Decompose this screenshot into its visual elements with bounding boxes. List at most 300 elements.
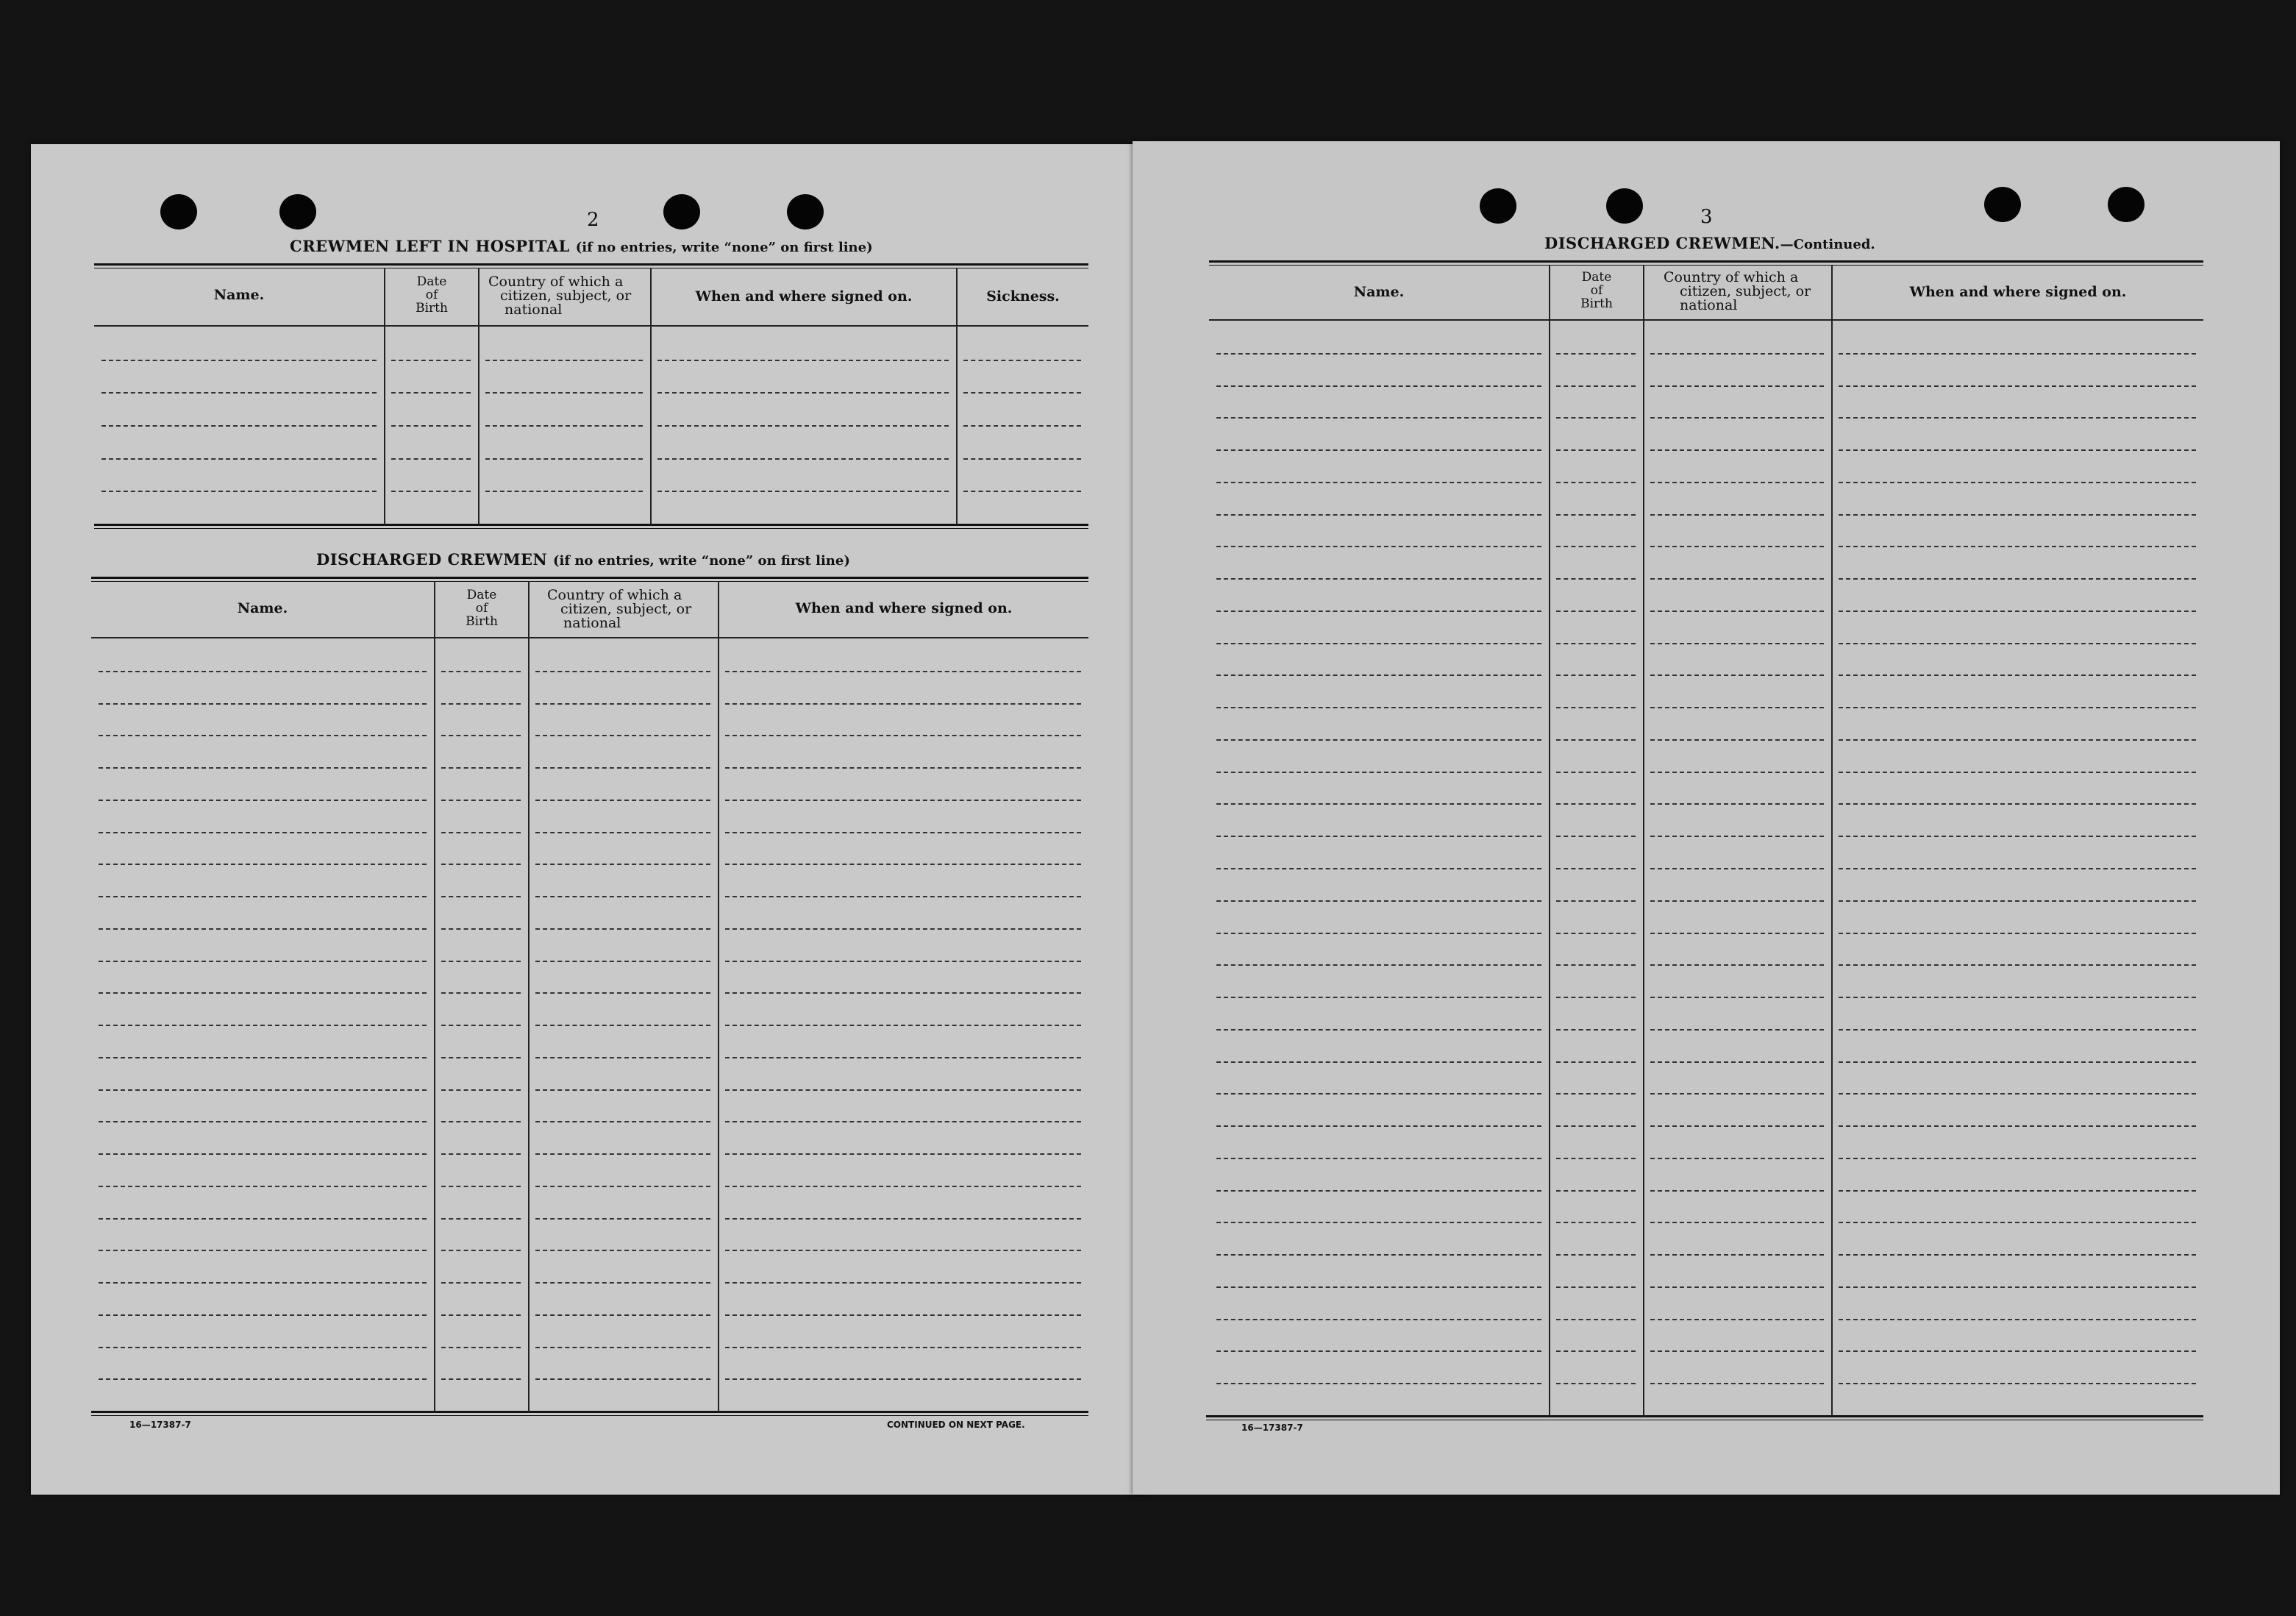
entry-line (391, 360, 471, 361)
dob-line: of (1590, 283, 1603, 298)
country-line: citizen, subject, or (500, 288, 632, 304)
entry-line (1216, 546, 1541, 547)
entry-line (725, 1057, 1081, 1058)
entry-line (441, 1186, 521, 1187)
entry-line (1839, 1158, 2196, 1159)
entry-line (1650, 997, 1824, 998)
entry-line (1216, 1158, 1541, 1159)
entry-line (1839, 836, 2196, 837)
entry-line (1650, 739, 1824, 741)
entry-line (725, 896, 1081, 897)
hospital-bottom-rule (94, 524, 1088, 526)
entry-line (485, 360, 643, 361)
continued-note: CONTINUED ON NEXT PAGE. (887, 1420, 1025, 1430)
entry-line (1556, 1158, 1636, 1159)
entry-line (441, 928, 521, 930)
entry-line (535, 1121, 710, 1122)
entry-line (657, 458, 949, 460)
entry-line (1216, 385, 1541, 387)
entry-line (535, 800, 710, 801)
entry-line (1650, 1029, 1824, 1031)
entry-line (1650, 772, 1824, 773)
entry-line (1839, 964, 2196, 966)
entry-line (725, 703, 1081, 705)
entry-line (1556, 803, 1636, 805)
entry-line (1216, 1254, 1541, 1256)
entry-line (725, 832, 1081, 833)
entry-line (441, 1347, 521, 1348)
entry-line (725, 1089, 1081, 1091)
entry-line (1216, 803, 1541, 805)
col-header-country (488, 275, 650, 317)
entry-line (441, 1250, 521, 1251)
entry-line (99, 767, 427, 769)
entry-line (1650, 674, 1824, 676)
entry-line (725, 767, 1081, 769)
entry-line (725, 1282, 1081, 1284)
entry-line (99, 800, 427, 801)
entry-line (1650, 836, 1824, 837)
entry-line (485, 491, 643, 492)
discharged-cont-bottom-rule (1206, 1415, 2203, 1417)
dob-line: Birth (1580, 296, 1613, 311)
entry-line (1556, 900, 1636, 902)
entry-line (725, 1250, 1081, 1251)
entry-line (1839, 707, 2196, 708)
entry-line (1556, 514, 1636, 516)
entry-line (441, 1089, 521, 1091)
entry-line (1216, 353, 1541, 355)
discharged-cont-header-rule (1209, 319, 2203, 321)
entry-line (535, 1153, 710, 1155)
country-line: citizen, subject, or (560, 601, 692, 617)
entry-line (1556, 449, 1636, 451)
entry-line (485, 458, 643, 460)
discharged-subtitle-text: (if no entries, write “none” on first line) (552, 553, 850, 569)
entry-line (963, 392, 1081, 394)
entry-line (99, 1250, 427, 1251)
entry-line (657, 425, 949, 427)
entry-line (535, 864, 710, 865)
entry-line (99, 703, 427, 705)
punch-hole (279, 194, 316, 229)
col-divider (1831, 265, 1833, 1417)
entry-line (99, 1025, 427, 1026)
entry-line (1650, 482, 1824, 483)
entry-line (1650, 1093, 1824, 1094)
discharged-top-rule (91, 577, 1088, 579)
entry-line (1216, 997, 1541, 998)
punch-hole (1984, 187, 2021, 222)
entry-line (1839, 482, 2196, 483)
entry-line (441, 767, 521, 769)
entry-line (1650, 1350, 1824, 1352)
entry-line (1556, 643, 1636, 644)
col-header-sickness: Sickness. (986, 288, 1060, 305)
form-number: 16—17387-7 (129, 1420, 191, 1430)
entry-line (1216, 1350, 1541, 1352)
entry-line (1839, 1222, 2196, 1223)
col-divider (956, 268, 958, 525)
entry-line (1216, 739, 1541, 741)
entry-line (1216, 1125, 1541, 1127)
entry-line (1216, 964, 1541, 966)
discharged-cont-section-title (1544, 234, 1875, 252)
entry-line (99, 1057, 427, 1058)
entry-line (441, 1378, 521, 1380)
entry-line (99, 1314, 427, 1316)
entry-line (1556, 578, 1636, 580)
entry-line (1216, 1190, 1541, 1192)
entry-line (1650, 1190, 1824, 1192)
entry-line (101, 425, 377, 427)
punch-hole (2108, 187, 2145, 222)
col-header-dob (385, 275, 478, 315)
entry-line (725, 1121, 1081, 1122)
entry-line (1556, 1190, 1636, 1192)
entry-line (725, 1153, 1081, 1155)
entry-line (1556, 1286, 1636, 1288)
entry-line (1556, 933, 1636, 934)
right-page (1133, 141, 2280, 1495)
entry-line (535, 896, 710, 897)
entry-line (441, 864, 521, 865)
entry-line (441, 1121, 521, 1122)
col-header-dob (435, 588, 528, 628)
entry-line (1839, 803, 2196, 805)
entry-line (101, 491, 377, 492)
dob-line: Date (466, 588, 497, 602)
entry-line (725, 1314, 1081, 1316)
entry-line (1839, 385, 2196, 387)
entry-line (657, 360, 949, 361)
entry-line (1216, 643, 1541, 644)
discharged-cont-title-text: DISCHARGED CREWMEN. (1544, 234, 1780, 252)
entry-line (535, 1057, 710, 1058)
entry-line (1216, 578, 1541, 580)
entry-line (1216, 514, 1541, 516)
entry-line (1650, 1222, 1824, 1223)
country-line: Country of which a (488, 274, 624, 290)
dob-line: Birth (416, 301, 448, 316)
entry-line (535, 1089, 710, 1091)
entry-line (1650, 868, 1824, 869)
entry-line (1556, 353, 1636, 355)
entry-line (725, 1025, 1081, 1026)
entry-line (1556, 964, 1636, 966)
dob-line: of (425, 288, 438, 302)
entry-line (1650, 385, 1824, 387)
entry-line (535, 928, 710, 930)
entry-line (441, 1218, 521, 1220)
entry-line (963, 360, 1081, 361)
entry-line (441, 1153, 521, 1155)
entry-line (657, 392, 949, 394)
col-divider (434, 581, 435, 1412)
col-header-name: Name. (213, 287, 265, 303)
col-divider (528, 581, 530, 1412)
entry-line (1839, 1319, 2196, 1320)
entry-line (1839, 868, 2196, 869)
country-line: Country of which a (1664, 269, 1799, 285)
country-line: citizen, subject, or (1680, 283, 1811, 299)
entry-line (535, 1025, 710, 1026)
entry-line (535, 1314, 710, 1316)
entry-line (1650, 611, 1824, 612)
discharged-cont-top-rule (1209, 260, 2203, 263)
hospital-subtitle-text: (if no entries, write “none” on first line) (575, 240, 873, 255)
entry-line (1839, 1093, 2196, 1094)
entry-line (1650, 417, 1824, 419)
form-number: 16—17387-7 (1241, 1423, 1303, 1433)
punch-hole (787, 194, 824, 229)
entry-line (99, 864, 427, 865)
entry-line (535, 832, 710, 833)
entry-line (1839, 546, 2196, 547)
dob-line: Date (1581, 270, 1612, 285)
entry-line (99, 928, 427, 930)
discharged-cont-subtitle-text: —Continued. (1780, 237, 1875, 252)
entry-line (99, 1378, 427, 1380)
entry-line (1839, 449, 2196, 451)
entry-line (1839, 643, 2196, 644)
entry-line (1216, 772, 1541, 773)
entry-line (725, 1347, 1081, 1348)
entry-line (391, 425, 471, 427)
entry-line (1839, 1383, 2196, 1384)
hospital-title-text: CREWMEN LEFT IN HOSPITAL (290, 237, 570, 255)
entry-line (657, 491, 949, 492)
entry-line (1650, 449, 1824, 451)
entry-line (1216, 707, 1541, 708)
col-divider (718, 581, 719, 1412)
entry-line (99, 1218, 427, 1220)
col-header-country (547, 588, 718, 630)
col-divider (1643, 265, 1644, 1417)
entry-line (485, 392, 643, 394)
entry-line (1839, 1286, 2196, 1288)
entry-line (535, 1347, 710, 1348)
entry-line (101, 392, 377, 394)
entry-line (535, 735, 710, 736)
entry-line (1216, 1286, 1541, 1288)
entry-line (1216, 933, 1541, 934)
discharged-header-rule (91, 637, 1088, 638)
entry-line (963, 425, 1081, 427)
entry-line (535, 767, 710, 769)
col-header-signed: When and where signed on. (1909, 284, 2127, 300)
discharged-bottom-rule (91, 1411, 1088, 1413)
entry-line (1556, 417, 1636, 419)
entry-line (1216, 1029, 1541, 1031)
punch-hole (160, 194, 197, 229)
entry-line (1650, 514, 1824, 516)
entry-line (725, 928, 1081, 930)
entry-line (441, 703, 521, 705)
entry-line (391, 458, 471, 460)
entry-line (963, 491, 1081, 492)
punch-hole (1480, 188, 1516, 224)
entry-line (1556, 1061, 1636, 1063)
col-header-dob (1550, 271, 1643, 310)
entry-line (1650, 900, 1824, 902)
entry-line (1556, 836, 1636, 837)
entry-line (1556, 739, 1636, 741)
entry-line (1556, 674, 1636, 676)
entry-line (441, 1314, 521, 1316)
entry-line (1650, 1125, 1824, 1127)
country-line: national (505, 302, 563, 318)
entry-line (1839, 933, 2196, 934)
entry-line (485, 425, 643, 427)
entry-line (1216, 1319, 1541, 1320)
entry-line (1650, 1383, 1824, 1384)
entry-line (1216, 1061, 1541, 1063)
entry-line (535, 703, 710, 705)
entry-line (725, 992, 1081, 994)
entry-line (1556, 772, 1636, 773)
entry-line (725, 671, 1081, 672)
entry-line (391, 392, 471, 394)
entry-line (535, 671, 710, 672)
left-page (31, 144, 1149, 1495)
entry-line (1839, 900, 2196, 902)
entry-line (1216, 674, 1541, 676)
entry-line (1556, 611, 1636, 612)
entry-line (1216, 611, 1541, 612)
entry-line (1556, 997, 1636, 998)
entry-line (1216, 868, 1541, 869)
entry-line (1216, 449, 1541, 451)
entry-line (1556, 1383, 1636, 1384)
page-number: 2 (587, 209, 599, 231)
entry-line (1556, 1125, 1636, 1127)
entry-line (1216, 900, 1541, 902)
entry-line (1650, 964, 1824, 966)
entry-line (1650, 546, 1824, 547)
punch-hole (663, 194, 700, 229)
entry-line (1216, 836, 1541, 837)
entry-line (441, 671, 521, 672)
col-header-name: Name. (237, 600, 288, 616)
entry-line (99, 735, 427, 736)
entry-line (99, 896, 427, 897)
entry-line (441, 832, 521, 833)
entry-line (1839, 739, 2196, 741)
col-header-country (1664, 271, 1831, 313)
entry-line (1839, 578, 2196, 580)
entry-line (101, 360, 377, 361)
entry-line (99, 961, 427, 962)
entry-line (725, 1218, 1081, 1220)
entry-line (1839, 1254, 2196, 1256)
entry-line (441, 896, 521, 897)
entry-line (1839, 1029, 2196, 1031)
entry-line (1839, 514, 2196, 516)
entry-line (1839, 353, 2196, 355)
entry-line (1650, 933, 1824, 934)
entry-line (1650, 643, 1824, 644)
country-line: national (1680, 297, 1738, 313)
country-line: national (563, 615, 621, 631)
entry-line (1839, 1125, 2196, 1127)
col-divider (478, 268, 479, 525)
entry-line (963, 458, 1081, 460)
entry-line (1216, 1093, 1541, 1094)
entry-line (441, 992, 521, 994)
entry-line (441, 961, 521, 962)
entry-line (1216, 1383, 1541, 1384)
hospital-top-rule (94, 263, 1088, 266)
entry-line (1650, 1319, 1824, 1320)
entry-line (99, 1186, 427, 1187)
col-divider (1549, 265, 1550, 1417)
entry-line (1839, 611, 2196, 612)
entry-line (535, 992, 710, 994)
entry-line (101, 458, 377, 460)
entry-line (1839, 674, 2196, 676)
entry-line (99, 1089, 427, 1091)
entry-line (99, 1121, 427, 1122)
discharged-title-text: DISCHARGED CREWMEN (316, 550, 548, 569)
entry-line (1839, 1350, 2196, 1352)
entry-line (1839, 772, 2196, 773)
entry-line (1556, 482, 1636, 483)
col-divider (650, 268, 652, 525)
entry-line (725, 961, 1081, 962)
entry-line (391, 491, 471, 492)
entry-line (1839, 1190, 2196, 1192)
entry-line (535, 1250, 710, 1251)
entry-line (1650, 1061, 1824, 1063)
entry-line (99, 1153, 427, 1155)
entry-line (535, 1378, 710, 1380)
entry-line (1839, 997, 2196, 998)
entry-line (1556, 868, 1636, 869)
entry-line (1216, 482, 1541, 483)
page-number: 3 (1700, 206, 1713, 228)
entry-line (535, 1186, 710, 1187)
entry-line (99, 832, 427, 833)
entry-line (441, 1282, 521, 1284)
entry-line (1650, 1158, 1824, 1159)
entry-line (1556, 1254, 1636, 1256)
dob-line: Date (416, 274, 447, 289)
entry-line (725, 864, 1081, 865)
entry-line (1839, 1061, 2196, 1063)
entry-line (1650, 578, 1824, 580)
entry-line (1556, 1222, 1636, 1223)
entry-line (1556, 1319, 1636, 1320)
entry-line (441, 800, 521, 801)
entry-line (1650, 1254, 1824, 1256)
entry-line (1556, 385, 1636, 387)
entry-line (441, 735, 521, 736)
entry-line (725, 735, 1081, 736)
entry-line (1650, 353, 1824, 355)
entry-line (1650, 803, 1824, 805)
col-header-signed: When and where signed on. (795, 600, 1013, 616)
entry-line (1216, 417, 1541, 419)
entry-line (1839, 417, 2196, 419)
entry-line (441, 1057, 521, 1058)
entry-line (99, 671, 427, 672)
discharged-section-title (316, 550, 850, 569)
entry-line (1556, 707, 1636, 708)
dob-line: Birth (466, 614, 498, 629)
dob-line: of (475, 601, 488, 616)
entry-line (1650, 707, 1824, 708)
